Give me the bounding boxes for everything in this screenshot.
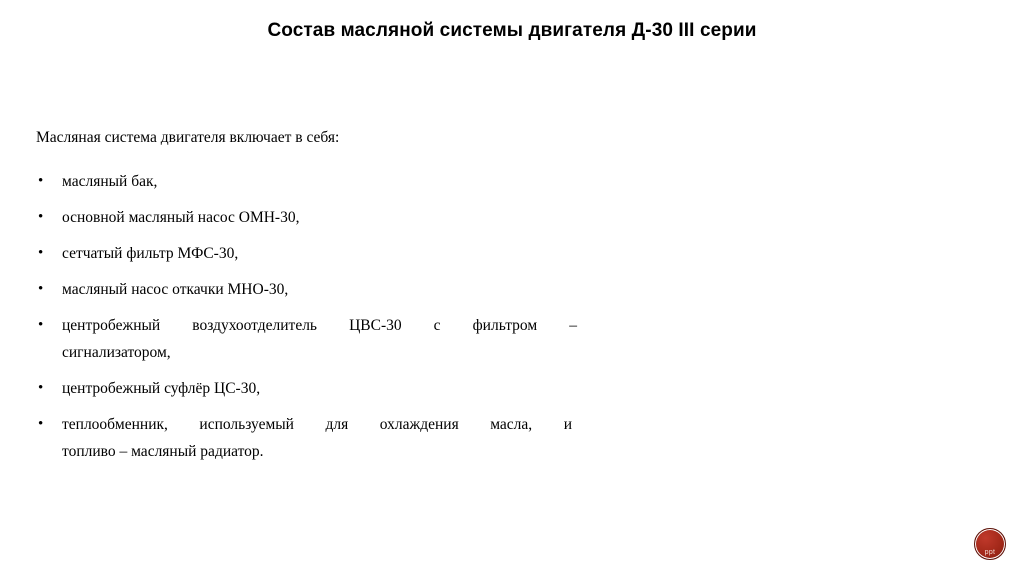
list-item-label: сетчатый фильтр МФС-30, xyxy=(62,245,239,262)
list-item-label-line-2: сигнализатором, xyxy=(62,344,171,361)
list-item xyxy=(36,375,636,402)
slide-body xyxy=(36,128,636,474)
list-item xyxy=(36,240,636,267)
page-title: Состав масляной системы двигателя Д-30 III серии xyxy=(267,20,757,41)
list-item xyxy=(36,168,636,195)
bullet-marker-icon: • xyxy=(38,281,44,297)
bullet-marker-icon: • xyxy=(38,416,44,432)
bullet-list xyxy=(36,168,636,465)
logo xyxy=(974,528,1006,560)
list-item-label: основной масляный насос ОМН-30, xyxy=(62,209,300,226)
list-item-label-line-1: теплообменник, используемый для охлаждения масла, и xyxy=(62,416,572,433)
list-item-label-line-1: центробежный воздухоотделитель ЦВС-30 с фильтром – xyxy=(62,317,577,334)
list-item-label: масляный бак, xyxy=(62,173,158,190)
lead-paragraph: Масляная система двигателя включает в себя: xyxy=(36,129,340,146)
bullet-marker-icon: • xyxy=(38,245,44,261)
list-item-label: центробежный суфлёр ЦС-30, xyxy=(62,380,261,397)
logo-label: ppt xyxy=(984,549,996,556)
list-item-label-line-2: топливо – масляный радиатор. xyxy=(62,443,264,460)
list-item xyxy=(36,276,636,303)
list-item xyxy=(36,204,636,231)
list-item xyxy=(36,312,636,366)
list-item-label: масляный насос откачки МНО-30, xyxy=(62,281,289,298)
bullet-marker-icon: • xyxy=(38,317,44,333)
list-item xyxy=(36,411,636,465)
bullet-marker-icon: • xyxy=(38,380,44,396)
bullet-marker-icon: • xyxy=(38,209,44,225)
bullet-marker-icon: • xyxy=(38,173,44,189)
